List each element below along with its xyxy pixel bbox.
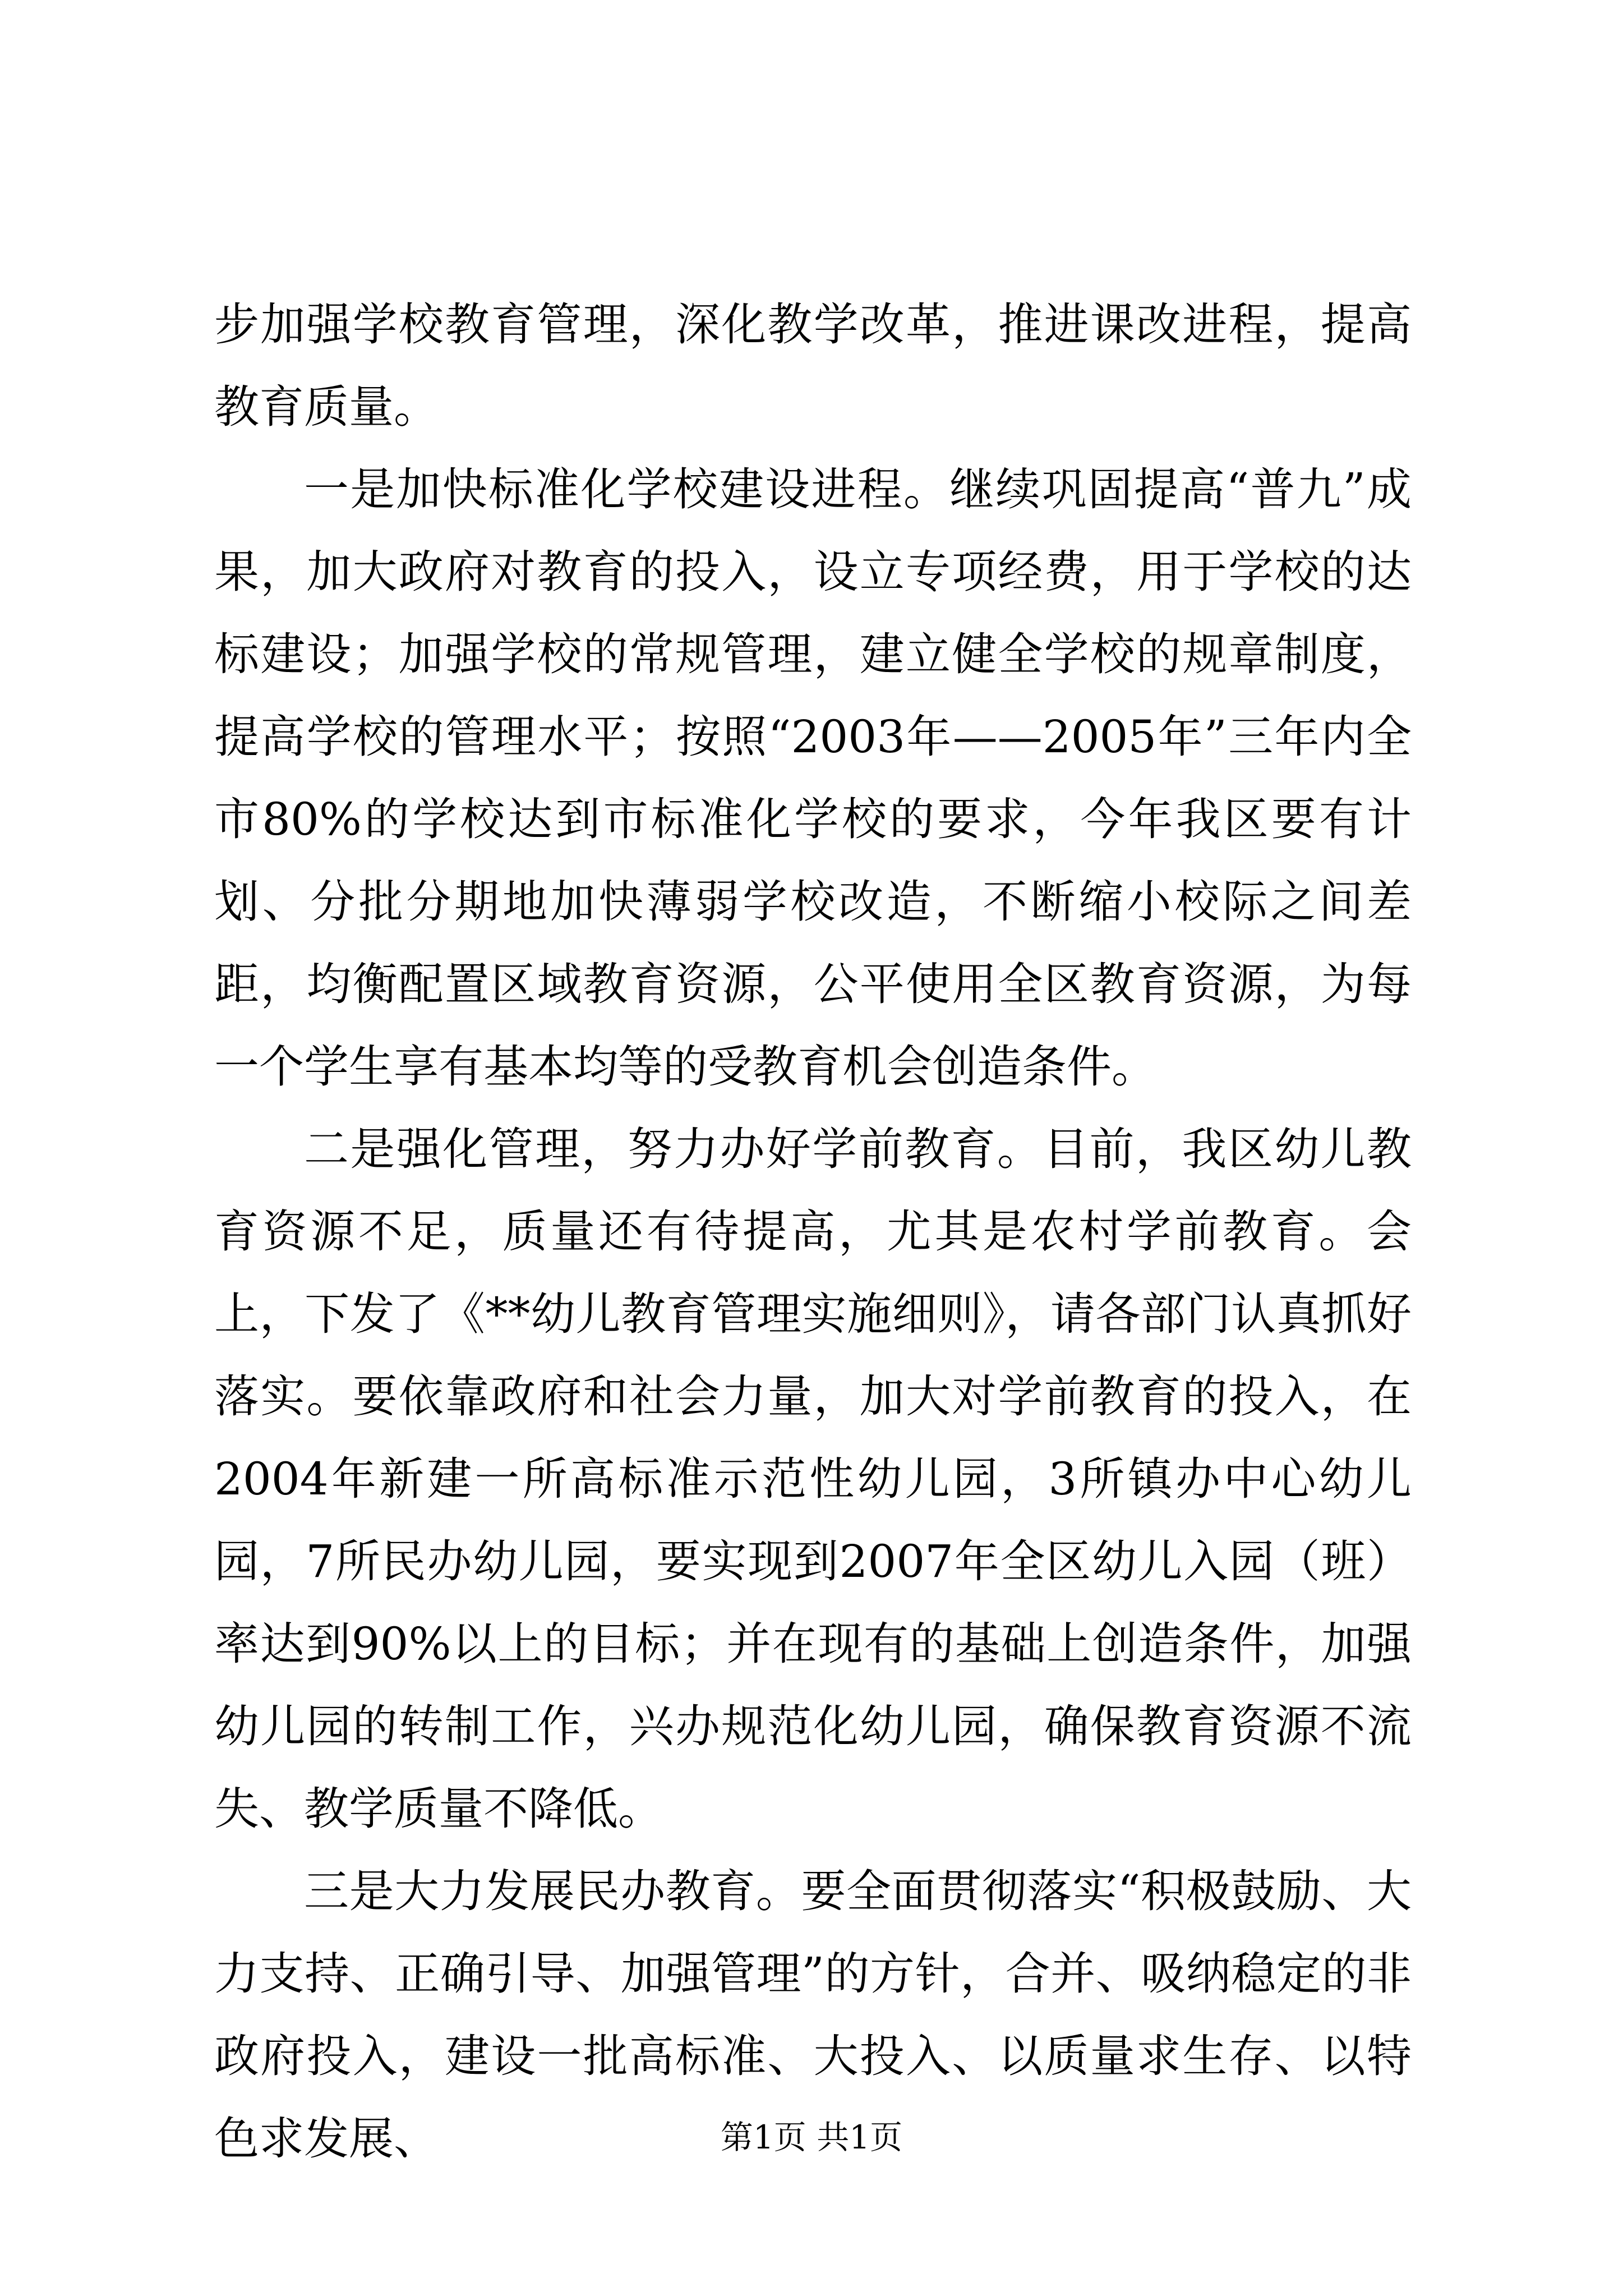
paragraph-continuation: 步加强学校教育管理，深化教学改革，推进课改进程，提高教育质量。: [214, 298, 1412, 433]
body-text: [214, 283, 1412, 2180]
paragraph-private-education: 三是大力发展民办教育。要全面贯彻落实“积极鼓励、大力支持、正确引导、加强管理”的方针，合并、吸纳稳定的非政府投入，建设一批高标准、大投入、以质量求生存、以特色求发展、: [214, 1865, 1412, 2165]
page-footer: 第1页 共1页: [720, 2118, 903, 2156]
paragraph-preschool-education: 二是强化管理，努力办好学前教育。目前，我区幼儿教育资源不足，质量还有待提高，尤其是农村学前教育。会上，下发了《**幼儿教育管理实施细则》，请各部门认真抓好落实。要依靠政府和社会力量，加大对学前教育的投入，在2004年新建一所高标准示范性幼儿园，3所镇办中心幼儿园，7所民办幼儿园，要实现到2007年全区幼儿入园（班）率达到90%以上的目标；并在现有的基础上创造条件，加强幼儿园的转制工作，兴办规范化幼儿园，确保教育资源不流失、教学质量不降低。: [214, 1123, 1412, 1835]
paragraph-standardized-schools: 一是加快标准化学校建设进程。继续巩固提高“普九”成果，加大政府对教育的投入，设立专项经费，用于学校的达标建设；加强学校的常规管理，建立健全学校的规章制度，提高学校的管理水平；按照“2003年——2005年”三年内全市80%的学校达到市标准化学校的要求，今年我区要有计划、分批分期地加快薄弱学校改造，不断缩小校际之间差距，均衡配置区域教育资源，公平使用全区教育资源，为每一个学生享有基本均等的受教育机会创造条件。: [214, 463, 1412, 1093]
